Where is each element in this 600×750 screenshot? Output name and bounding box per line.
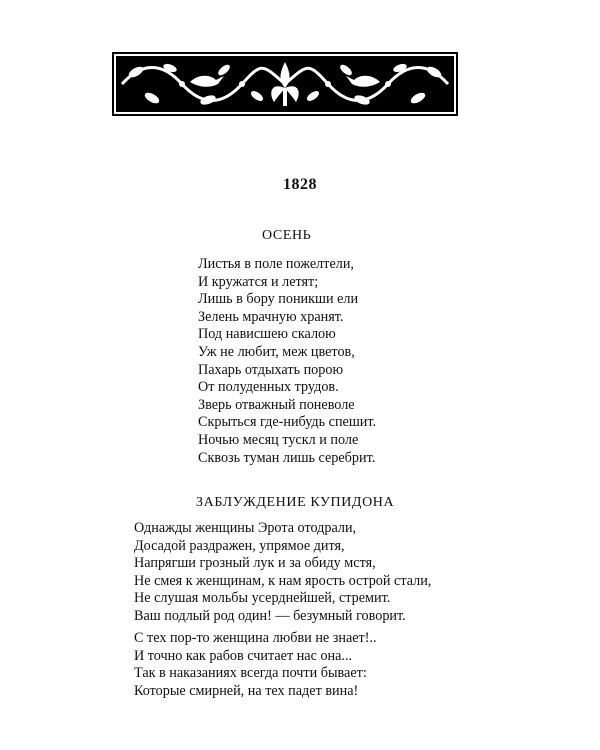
verse-line: И кружатся и летят; (198, 273, 319, 290)
verse-line: Уж не любит, меж цветов, (198, 343, 355, 360)
verse-line: Зверь отважный поневоле (198, 396, 355, 413)
verse-line: И точно как рабов считает нас она... (134, 647, 353, 664)
verse-line: Лишь в бору поникши ели (198, 291, 359, 308)
verse-line: С тех пор-то женщина любви не знает!.. (134, 630, 377, 646)
verse-line: Которые смирней, на тех падет вина! (134, 682, 359, 699)
verse-line: Листья в поле пожелтели, (198, 256, 354, 272)
verse-line: Ночью месяц тускл и поле (198, 431, 359, 448)
ornamental-headpiece (112, 52, 458, 116)
verse-line: Сквозь туман лишь серебрит. (198, 449, 376, 466)
poem-title-autumn: ОСЕНЬ (262, 228, 312, 243)
verse-line: Не слушая мольбы усерднейшей, стремит. (134, 590, 391, 607)
poem-stanza (134, 630, 377, 700)
verse-line: От полуденных трудов. (198, 379, 339, 396)
verse-line: Пахарь отдыхать порою (198, 361, 344, 378)
verse-line: Под нависшею скалою (198, 326, 336, 343)
poem-stanza (134, 520, 431, 626)
year-heading: 1828 (283, 176, 317, 193)
poem-title-cupid: ЗАБЛУЖДЕНИЕ КУПИДОНА (196, 495, 395, 510)
verse-line: Не смея к женщинам, к нам ярость острой стали, (134, 572, 432, 589)
verse-line: Досадой раздражен, упрямое дитя, (134, 537, 345, 554)
verse-line: Однажды женщины Эрота отодрали, (134, 520, 357, 536)
verse-line: Так в наказаниях всегда почти бывает: (134, 665, 367, 682)
verse-line: Напрягши грозный лук и за обиду мстя, (134, 555, 376, 572)
poem-stanza (198, 256, 376, 467)
verse-line: Зелень мрачную хранят. (198, 308, 344, 325)
verse-line: Ваш подлый род один! — безумный говорит. (134, 607, 406, 624)
verse-line: Скрыться где-нибудь спешит. (198, 414, 377, 431)
